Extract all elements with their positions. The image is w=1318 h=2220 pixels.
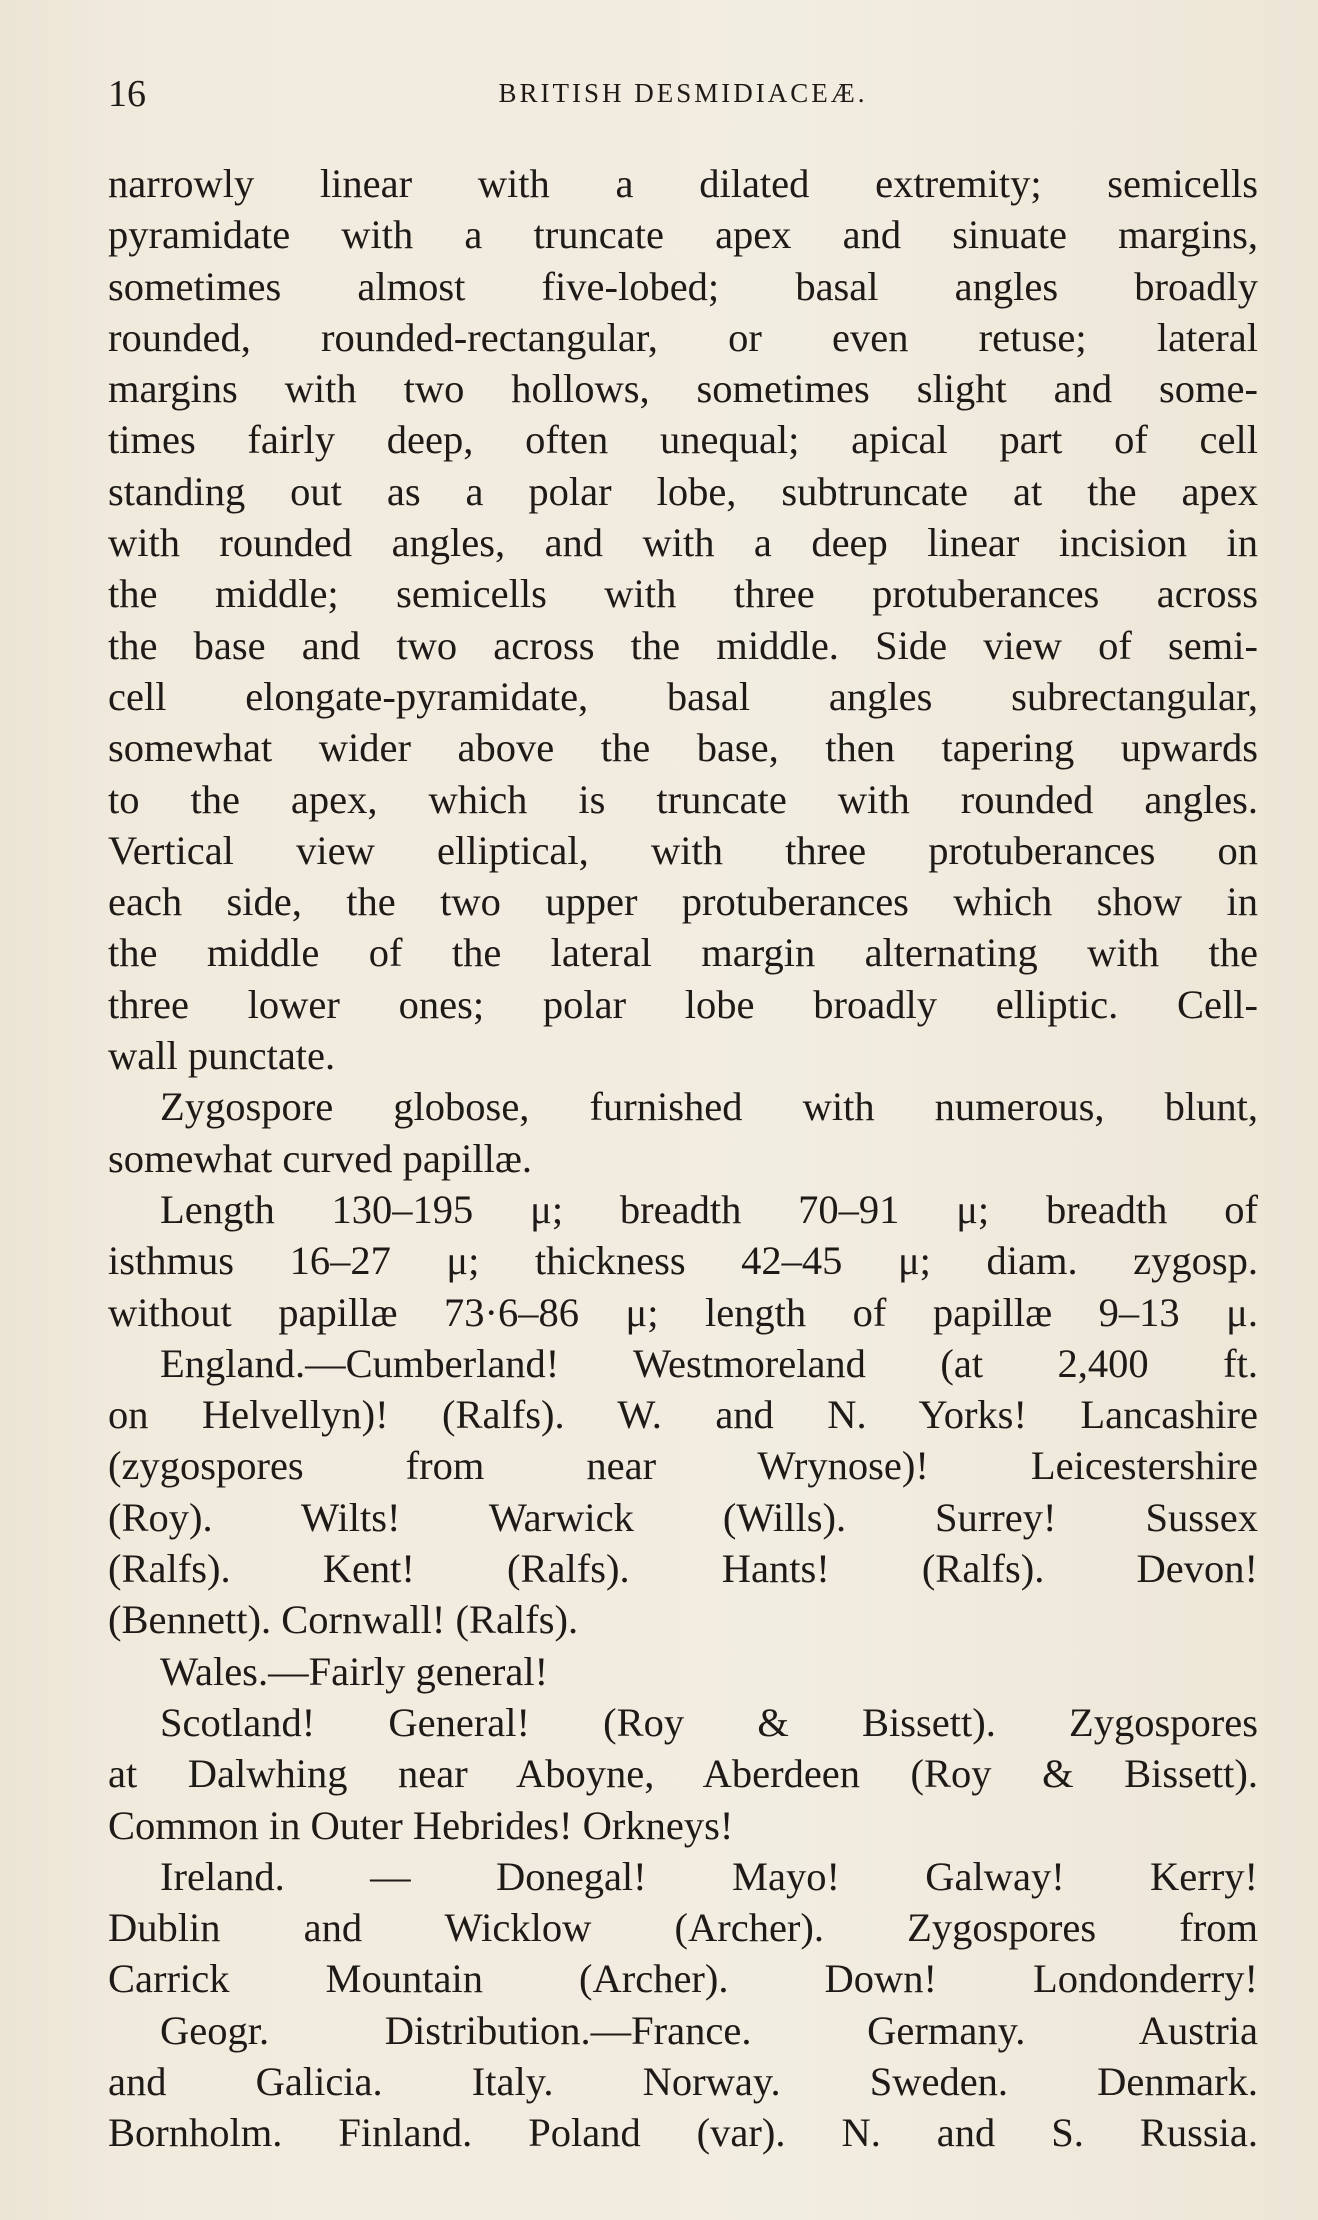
text-line: Common in Outer Hebrides! Orkneys! — [108, 1802, 734, 1848]
page-header — [108, 72, 1258, 122]
text-line: times fairly deep, often unequal; apical part of cell — [108, 417, 1258, 463]
running-head: BRITISH DESMIDIACEÆ. — [498, 78, 868, 108]
text-line: Zygospore globose, furnished with numerous, blunt, — [160, 1084, 1258, 1130]
text-line: and Galicia. Italy. Norway. Sweden. Denmark. — [108, 2058, 1258, 2104]
text-line: Carrick Mountain (Archer). Down! Londonderry! — [108, 1956, 1258, 2002]
text-line: the middle of the lateral margin alternating with the — [108, 930, 1258, 976]
text-line: Scotland! General! (Roy & Bissett). Zygospores — [160, 1699, 1258, 1745]
text-line: on Helvellyn)! (Ralfs). W. and N. Yorks! Lancashire — [108, 1392, 1258, 1438]
text-line: the middle; semicells with three protuberances across — [108, 571, 1258, 617]
text-line: Vertical view elliptical, with three protuberances on — [108, 827, 1258, 873]
text-line: margins with two hollows, sometimes slight and some- — [108, 366, 1258, 412]
text-line: somewhat wider above the base, then tapering upwards — [108, 725, 1258, 771]
text-line: Wales.—Fairly general! — [160, 1648, 549, 1694]
text-line: somewhat curved papillæ. — [108, 1135, 533, 1181]
text-line: Geogr. Distribution.—France. Germany. Austria — [160, 2007, 1258, 2053]
body-text — [108, 158, 1258, 2159]
text-line: England.—Cumberland! Westmoreland (at 2,400 ft. — [160, 1340, 1258, 1386]
text-line: (Ralfs). Kent! (Ralfs). Hants! (Ralfs). Devon! — [108, 1546, 1258, 1592]
text-line: Dublin and Wicklow (Archer). Zygospores from — [108, 1905, 1258, 1951]
text-line: rounded, rounded-rectangular, or even retuse; lateral — [108, 314, 1258, 360]
text-line: to the apex, which is truncate with rounded angles. — [108, 776, 1258, 822]
text-line: with rounded angles, and with a deep linear incision in — [108, 520, 1258, 566]
text-line: narrowly linear with a dilated extremity; semicells — [108, 161, 1258, 206]
text-line: Length 130–195 μ; breadth 70–91 μ; breadth of — [160, 1186, 1258, 1232]
text-line: three lower ones; polar lobe broadly elliptic. Cell- — [108, 981, 1258, 1027]
text-line: the base and two across the middle. Side view of semi- — [108, 622, 1258, 668]
text-line: without papillæ 73·6–86 μ; length of papillæ 9–13 μ. — [108, 1289, 1258, 1335]
text-line: (Roy). Wilts! Warwick (Wills). Surrey! Sussex — [108, 1494, 1258, 1540]
text-line: Bornholm. Finland. Poland (var). N. and S. Russia. — [108, 2110, 1258, 2156]
text-line: sometimes almost five-lobed; basal angles broadly — [108, 263, 1258, 309]
text-line: cell elongate-pyramidate, basal angles subrectangular, — [108, 673, 1258, 719]
text-line: isthmus 16–27 μ; thickness 42–45 μ; diam. zygosp. — [108, 1238, 1258, 1284]
text-line: standing out as a polar lobe, subtruncate at the apex — [108, 468, 1258, 514]
text-line: (Bennett). Cornwall! (Ralfs). — [108, 1597, 579, 1643]
text-line: each side, the two upper protuberances which show in — [108, 879, 1258, 925]
text-line: (zygospores from near Wrynose)! Leicestershire — [108, 1443, 1258, 1489]
page-number: 16 — [108, 73, 146, 115]
text-line: Ireland. — Donegal! Mayo! Galway! Kerry! — [160, 1853, 1258, 1899]
text-line: wall punctate. — [108, 1033, 336, 1079]
text-line: at Dalwhing near Aboyne, Aberdeen (Roy & Bissett). — [108, 1751, 1258, 1797]
text-line: pyramidate with a truncate apex and sinuate margins, — [108, 212, 1258, 258]
